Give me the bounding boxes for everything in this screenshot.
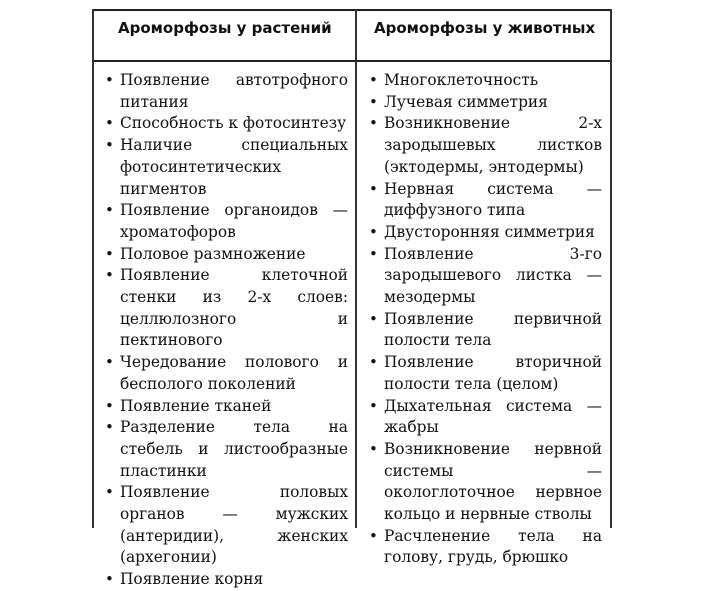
aromorphoses-table	[92, 9, 612, 589]
list-item: • Многоклеточность	[368, 70, 602, 92]
list-item: • Появление автотрофного питания	[104, 70, 348, 113]
list-item: • Появление тканей	[104, 396, 348, 418]
list-item: • Двусторонняя симметрия	[368, 222, 602, 244]
list-item: • Дыхательная система — жабры	[368, 396, 602, 439]
right-border	[610, 9, 612, 528]
list-item: • Половое размножение	[104, 244, 348, 266]
list-item: • Нервная система — диффузного типа	[368, 179, 602, 222]
list-item: • Появление клеточной стенки из 2-х слоев: целлюлозного и пектинового	[104, 265, 348, 352]
list-item: • Появление корня	[104, 569, 348, 591]
column-divider	[355, 9, 357, 528]
list-item: • Наличие специальных фотосинтетических пигментов	[104, 135, 348, 200]
list-item: • Появление 3-го зародышевого листка — мезодермы	[368, 244, 602, 309]
plants-header: Ароморфозы у растений	[118, 19, 332, 37]
left-border	[92, 9, 94, 528]
list-item: • Появление вторичной полости тела (целом)	[368, 352, 602, 395]
list-item: • Разделение тела на стебель и листообразные пластинки	[104, 417, 348, 482]
list-item: • Появление органоидов — хроматофоров	[104, 200, 348, 243]
animals-header: Ароморфозы у животных	[374, 19, 596, 37]
list-item: • Чередование полового и бесполого поколений	[104, 352, 348, 395]
list-item: • Лучевая симметрия	[368, 92, 602, 114]
list-item: • Появление половых органов — мужских (антеридии), женских (архегонии)	[104, 482, 348, 569]
list-item: • Способность к фотосинтезу	[104, 113, 348, 135]
list-item: • Расчленение тела на голову, грудь, брюшко	[368, 526, 602, 569]
list-item: • Возникновение нервной системы — окологлоточное нервное кольцо и нервные стволы	[368, 439, 602, 526]
header-rule	[92, 60, 612, 62]
list-item: • Возникновение 2-х зародышевых листков (эктодермы, энтодермы)	[368, 113, 602, 178]
plants-list	[104, 70, 348, 591]
table-top-rule	[92, 9, 612, 11]
list-item: • Появление первичной полости тела	[368, 309, 602, 352]
animals-list	[368, 70, 602, 569]
